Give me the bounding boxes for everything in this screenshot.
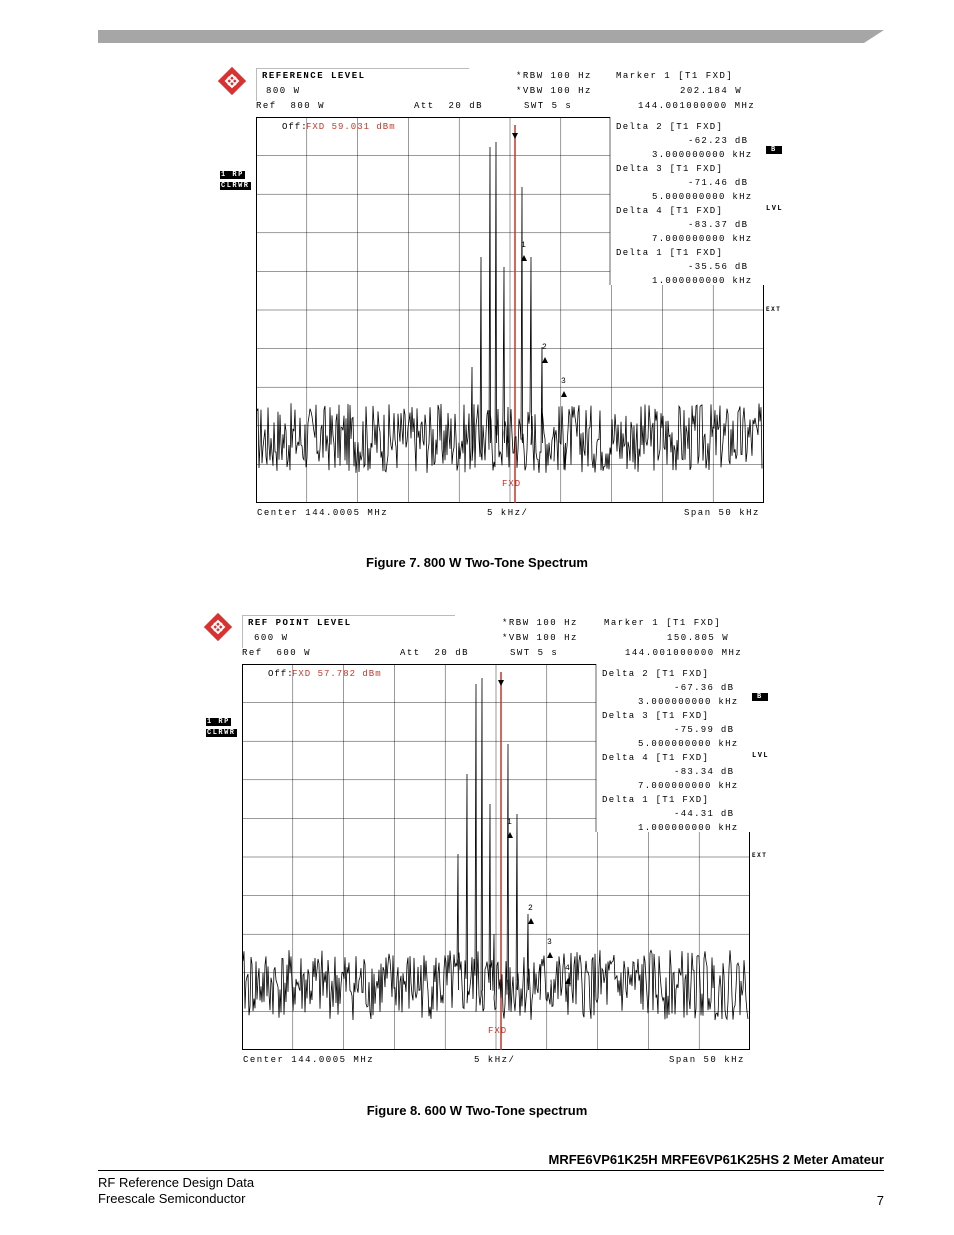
marker-value: 150.805 W [667, 633, 730, 643]
delta-marker-label: 1 [507, 818, 512, 827]
level-label: REF POINT LEVEL [248, 618, 352, 628]
delta-title: Delta 1 [T1 FXD] [602, 795, 710, 805]
vbw: *VBW 100 Hz [516, 86, 592, 96]
delta-db: -62.23 dB [688, 136, 749, 146]
top-header-bar [98, 30, 884, 43]
delta-db: -67.36 dB [674, 683, 735, 693]
swt: SWT 5 s [524, 101, 573, 111]
span: Span 50 kHz [684, 508, 760, 518]
delta-db: -71.46 dB [688, 178, 749, 188]
delta-freq: 1.000000000 kHz [638, 823, 739, 833]
delta-title: Delta 1 [T1 FXD] [616, 248, 724, 258]
rbw: *RBW 100 Hz [502, 618, 578, 628]
fxd-bottom-label: FXD [502, 479, 522, 489]
rohde-schwarz-logo-icon [218, 67, 246, 95]
marker-freq: 144.001000000 MHz [638, 101, 756, 111]
footer-line-2: Freescale Semiconductor [98, 1191, 246, 1206]
delta-freq: 7.000000000 kHz [638, 781, 739, 791]
span: Span 50 kHz [669, 1055, 745, 1065]
delta-db: -35.56 dB [688, 262, 749, 272]
side-left-2: CLRWR [221, 182, 250, 190]
delta-title: Delta 4 [T1 FXD] [602, 753, 710, 763]
delta-marker-icon [561, 391, 567, 397]
figure-caption: Figure 7. 800 W Two-Tone Spectrum [366, 555, 588, 570]
delta-marker-label: 2 [528, 904, 533, 913]
footer-line-1: RF Reference Design Data [98, 1175, 255, 1190]
fxd-label: FXD 59.031 dBm [306, 122, 396, 132]
vbw: *VBW 100 Hz [502, 633, 578, 643]
delta-title: Delta 3 [T1 FXD] [602, 711, 710, 721]
delta-marker-label: 3 [561, 377, 566, 386]
freq-div: 5 kHz/ [474, 1055, 516, 1065]
offset-label: Off: [282, 122, 308, 132]
delta-marker-label: 2 [542, 343, 547, 352]
side-right-b: B [752, 693, 768, 701]
level-value: 800 W [266, 86, 301, 96]
delta-freq: 5.000000000 kHz [652, 192, 753, 202]
side-left-1: 1 RP [221, 171, 244, 179]
delta-marker-label: 4 [565, 964, 570, 973]
footer-title: MRFE6VP61K25H MRFE6VP61K25HS 2 Meter Amateur [548, 1152, 884, 1167]
reference-marker-icon [512, 133, 518, 139]
delta-title: Delta 4 [T1 FXD] [616, 206, 724, 216]
side-left-1: 1 RP [207, 718, 230, 726]
level-value: 600 W [254, 633, 289, 643]
attenuation: Att 20 dB [414, 101, 484, 111]
side-right-lvl: LVL [752, 752, 770, 760]
center-freq: Center 144.0005 MHz [243, 1055, 375, 1065]
delta-db: -83.34 dB [674, 767, 735, 777]
marker-title: Marker 1 [T1 FXD] [616, 71, 734, 81]
marker-title: Marker 1 [T1 FXD] [604, 618, 722, 628]
side-right-lvl: LVL [766, 205, 784, 213]
attenuation: Att 20 dB [400, 648, 470, 658]
fxd-bottom-label: FXD [488, 1026, 508, 1036]
delta-db: -75.99 dB [674, 725, 735, 735]
spectrum-plot [256, 117, 764, 503]
ref-level: Ref 800 W [256, 101, 326, 111]
delta-marker-label: 3 [547, 938, 552, 947]
spectrum-plot [242, 664, 750, 1050]
reference-marker-icon [498, 680, 504, 686]
delta-marker-icon [542, 357, 548, 363]
delta-db: -83.37 dB [688, 220, 749, 230]
delta-marker-label: 1 [521, 241, 526, 250]
side-left-2: CLRWR [207, 729, 236, 737]
delta-title: Delta 2 [T1 FXD] [616, 122, 724, 132]
delta-marker-icon [528, 918, 534, 924]
page-number: 7 [876, 1193, 884, 1208]
level-label: REFERENCE LEVEL [262, 71, 366, 81]
delta-freq: 3.000000000 kHz [652, 150, 753, 160]
footer-divider [98, 1170, 884, 1171]
fxd-label: FXD 57.782 dBm [292, 669, 382, 679]
side-right-ext: EXT [752, 852, 768, 859]
delta-marker-icon [547, 952, 553, 958]
side-right-ext: EXT [766, 306, 782, 313]
rohde-schwarz-logo-icon [204, 613, 232, 641]
marker-freq: 144.001000000 MHz [625, 648, 743, 658]
figure-caption: Figure 8. 600 W Two-Tone spectrum [366, 1103, 588, 1118]
freq-div: 5 kHz/ [487, 508, 529, 518]
center-freq: Center 144.0005 MHz [257, 508, 389, 518]
delta-freq: 1.000000000 kHz [652, 276, 753, 286]
delta-db: -44.31 dB [674, 809, 735, 819]
delta-freq: 7.000000000 kHz [652, 234, 753, 244]
ref-level: Ref 600 W [242, 648, 312, 658]
rbw: *RBW 100 Hz [516, 71, 592, 81]
marker-value: 202.184 W [680, 86, 743, 96]
side-right-b: B [766, 146, 782, 154]
delta-title: Delta 3 [T1 FXD] [616, 164, 724, 174]
offset-label: Off: [268, 669, 294, 679]
delta-freq: 3.000000000 kHz [638, 697, 739, 707]
delta-title: Delta 2 [T1 FXD] [602, 669, 710, 679]
swt: SWT 5 s [510, 648, 559, 658]
delta-freq: 5.000000000 kHz [638, 739, 739, 749]
